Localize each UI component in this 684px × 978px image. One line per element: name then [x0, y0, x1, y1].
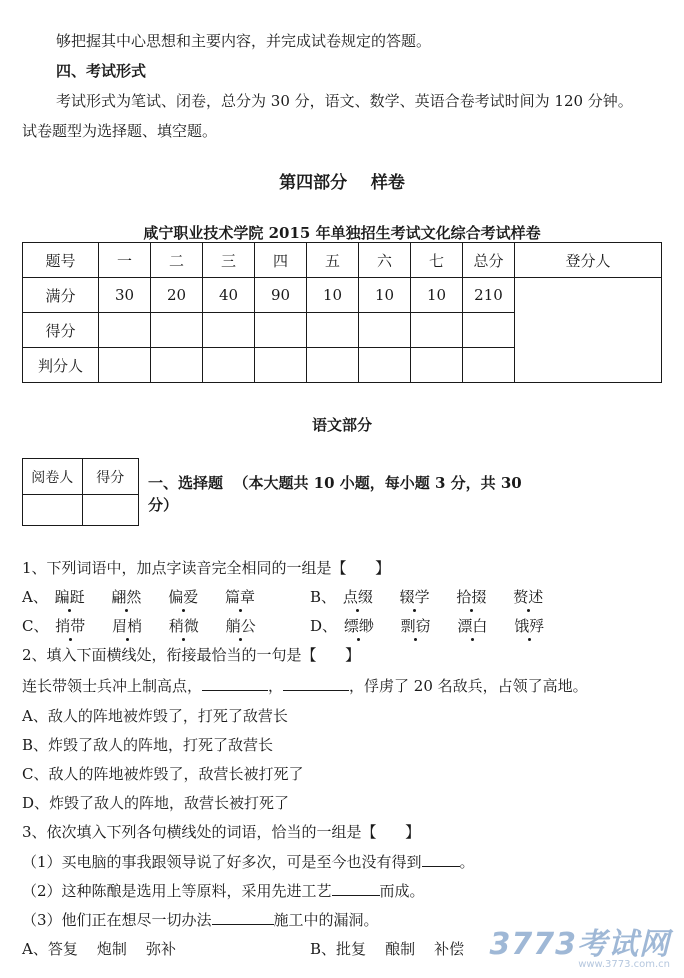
q1-option-c[interactable]	[22, 615, 256, 636]
score-label: 得分	[82, 459, 138, 495]
fill-blank[interactable]	[422, 851, 460, 867]
option-word: 缥缈	[343, 617, 374, 635]
table-cell: 20	[151, 278, 203, 313]
recorder-cell[interactable]	[515, 278, 662, 383]
q2-option-c[interactable]: C、敌人的阵地被炸毁了，敌营长被打死了	[22, 765, 304, 783]
fill-blank[interactable]	[283, 675, 349, 691]
header-cell: 六	[359, 243, 411, 278]
q3-option-b[interactable]: B、批复 酿制 补偿	[310, 940, 465, 958]
row-label: 得分	[23, 313, 99, 348]
section-1-heading-cont: 分）	[148, 496, 179, 514]
item-text: （1）买电脑的事我跟领导说了好多次，可是至今也没有得到	[22, 853, 422, 871]
part-4-title: 第四部分 样卷	[279, 173, 405, 193]
q1-option-b[interactable]	[310, 586, 543, 607]
header-cell: 七	[411, 243, 463, 278]
table-cell: 30	[99, 278, 151, 313]
option-label: B、	[310, 588, 337, 606]
header-cell: 五	[307, 243, 359, 278]
grader-input-cell[interactable]	[23, 495, 83, 526]
chinese-section-title: 语文部分	[311, 416, 372, 434]
exam-title: 咸宁职业技术学院 2015 年单独招生考试文化综合考试样卷	[143, 224, 541, 242]
item-text-end: 。	[459, 853, 475, 871]
sentence-sep: ，	[268, 677, 284, 695]
section-1-heading: 一、选择题 （本大题共 10 小题，每小题 3 分，共 30	[148, 474, 522, 492]
option-word: 稍微	[168, 617, 199, 635]
row-label: 判分人	[23, 348, 99, 383]
table-cell[interactable]	[203, 313, 255, 348]
intro-line-3: 试卷题型为选择题、填空题。	[22, 122, 218, 140]
table-cell: 10	[359, 278, 411, 313]
q2-option-d[interactable]: D、炸毁了敌人的阵地，敌营长被打死了	[22, 794, 290, 812]
option-word: 剽窃	[400, 617, 431, 635]
q3-item-1	[22, 851, 475, 872]
option-word: 辍学	[399, 588, 430, 606]
item-text: （2）这种陈酿是选用上等原料，采用先进工艺	[22, 882, 332, 900]
recorder-header-cell: 登分人	[515, 243, 662, 278]
q2-option-a[interactable]: A、敌人的阵地被炸毁了，打死了敌营长	[22, 707, 288, 725]
option-label: A、	[22, 588, 48, 606]
table-cell[interactable]	[411, 348, 463, 383]
table-cell[interactable]	[255, 348, 307, 383]
table-row	[23, 278, 662, 313]
table-cell[interactable]	[151, 348, 203, 383]
q2-option-b[interactable]: B、炸毁了敌人的阵地，打死了敌营长	[22, 736, 274, 754]
option-word: 捎带	[55, 617, 86, 635]
question-2-stem: 2、填入下面横线处，衔接最恰当的一句是【 】	[22, 646, 361, 664]
option-word: 艄公	[225, 617, 256, 635]
row-label: 满分	[23, 278, 99, 313]
table-cell: 210	[463, 278, 515, 313]
option-word: 偏爱	[168, 588, 199, 606]
q1-option-d[interactable]	[310, 615, 544, 636]
table-cell[interactable]	[307, 348, 359, 383]
option-word: 漂白	[457, 617, 488, 635]
score-table	[22, 242, 662, 383]
fill-blank[interactable]	[212, 909, 274, 925]
intro-line-2: 考试形式为笔试、闭卷，总分为 30 分，语文、数学、英语合卷考试时间为 120 分钟。	[56, 92, 633, 110]
table-cell[interactable]	[255, 313, 307, 348]
header-cell: 三	[203, 243, 255, 278]
q3-item-3	[22, 909, 379, 930]
header-cell: 四	[255, 243, 307, 278]
intro-line-1: 够把握其中心思想和主要内容，并完成试卷规定的答题。	[56, 32, 432, 50]
header-cell: 题号	[23, 243, 99, 278]
grader-label: 阅卷人	[23, 459, 83, 495]
q1-option-a[interactable]	[22, 586, 255, 607]
item-text-end: 施工中的漏洞。	[273, 911, 379, 929]
header-cell: 一	[99, 243, 151, 278]
section-4-heading: 四、考试形式	[56, 62, 147, 80]
q3-option-a[interactable]: A、答复 炮制 弥补	[22, 940, 176, 958]
option-word: 翩然	[111, 588, 142, 606]
score-input-cell[interactable]	[82, 495, 138, 526]
question-1-stem: 1、下列词语中，加点字读音完全相同的一组是【 】	[22, 559, 391, 577]
option-word: 蹁跹	[54, 588, 85, 606]
option-word: 点缀	[342, 588, 373, 606]
grader-box	[22, 458, 139, 526]
option-word: 赘述	[513, 588, 544, 606]
table-cell: 90	[255, 278, 307, 313]
sentence-end: ，俘虏了 20 名敌兵，占领了高地。	[349, 677, 588, 695]
header-cell: 总分	[463, 243, 515, 278]
fill-blank[interactable]	[202, 675, 268, 691]
table-cell: 10	[411, 278, 463, 313]
item-text-end: 而成。	[379, 882, 425, 900]
table-cell: 40	[203, 278, 255, 313]
q2-sentence	[22, 675, 588, 696]
table-cell[interactable]	[463, 348, 515, 383]
option-word: 拾掇	[456, 588, 487, 606]
question-3-stem: 3、依次填入下列各句横线处的词语，恰当的一组是【 】	[22, 823, 421, 841]
site-watermark	[490, 919, 671, 970]
option-word: 饿殍	[514, 617, 545, 635]
table-cell[interactable]	[359, 348, 411, 383]
table-cell[interactable]	[99, 313, 151, 348]
table-cell[interactable]	[203, 348, 255, 383]
table-cell[interactable]	[411, 313, 463, 348]
table-cell[interactable]	[359, 313, 411, 348]
sentence-start: 连长带领士兵冲上制高点，	[22, 677, 203, 695]
table-cell: 10	[307, 278, 359, 313]
watermark-url: www.3773.com.cn	[578, 959, 670, 970]
table-cell[interactable]	[307, 313, 359, 348]
item-text: （3）他们正在想尽一切办法	[22, 911, 212, 929]
table-cell[interactable]	[151, 313, 203, 348]
table-cell[interactable]	[99, 348, 151, 383]
option-word: 眉梢	[112, 617, 143, 635]
watermark-logo: 3773考试网	[489, 927, 670, 962]
option-label: D、	[310, 617, 338, 635]
q3-item-2	[22, 880, 425, 901]
option-word: 篇章	[225, 588, 256, 606]
fill-blank[interactable]	[332, 880, 380, 896]
option-label: C、	[22, 617, 49, 635]
table-cell[interactable]	[463, 313, 515, 348]
score-table-header-row	[23, 243, 662, 278]
header-cell: 二	[151, 243, 203, 278]
